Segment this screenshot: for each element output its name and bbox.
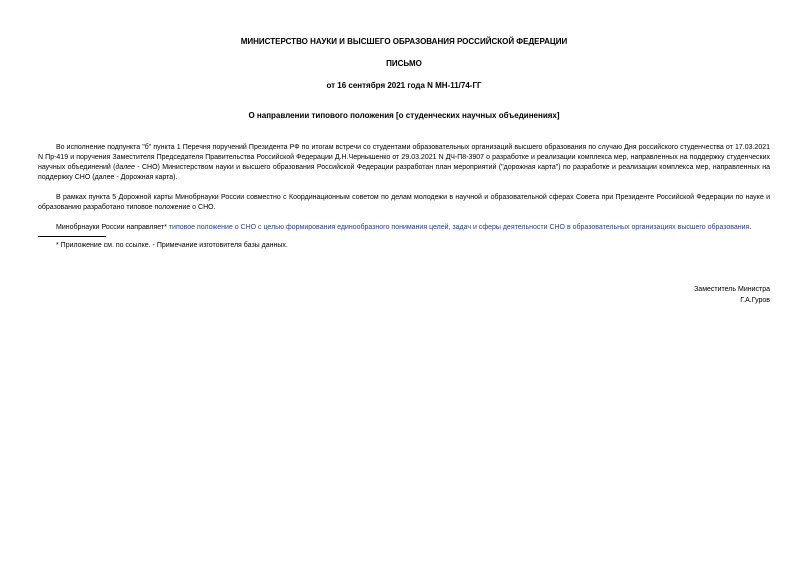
paragraph-1-part-b: - СНО) Министерством науки и высшего образования Российской Федерации разработан план мероприятий ("дорожная карта") по разработке и реализации комплекса мер, направленных на поддержку СНО (далее - Дорожная карта).: [38, 164, 770, 181]
document-type-heading: ПИСЬМО: [386, 59, 422, 68]
paragraph-1-part-a: Во исполнение подпункта "б" пункта 1 Перечня поручений Президента РФ по итогам встречи со студентами образовательных организаций высшего образования по случаю Дня российского студенчества от 17.03.2021 N Пр-419 и поручения Заместителя Председателя Правительства Российской Федерации Д.Н.Чернышенко от 29.03.2021 N ДЧ-П8-3907 о разработке и реализации комплекса мер, направленных на поддержку студенческих научных объединений (: [38, 144, 770, 171]
letter-body: [38, 143, 770, 233]
typical-regulation-link[interactable]: типовое положение о СНО с целью формирования единообразного понимания целей, задач и сферы деятельности СНО в образовательных организациях высшего образования: [168, 224, 750, 231]
subject-heading: О направлении типового положения [о студенческих научных объединениях]: [248, 111, 560, 120]
paragraph-3: [38, 223, 770, 233]
footnote-divider: [38, 236, 106, 237]
paragraph-3-suffix: .: [749, 224, 752, 231]
ministry-heading: МИНИСТЕРСТВО НАУКИ И ВЫСШЕГО ОБРАЗОВАНИЯ РОССИЙСКОЙ ФЕДЕРАЦИИ: [240, 37, 568, 46]
signature-block: [38, 284, 770, 306]
paragraph-1-italic: далее: [115, 164, 135, 171]
paragraph-1: [38, 143, 770, 183]
signatory-position: Заместитель Министра: [694, 286, 770, 293]
paragraph-3-prefix: Минобрнауки России направляет*: [56, 224, 169, 231]
footnote: * Приложение см. по ссылке. - Примечание изготовителя базы данных.: [56, 242, 288, 249]
date-number-heading: от 16 сентября 2021 года N МН-11/74-ГГ: [326, 81, 482, 90]
paragraph-2: В рамках пункта 5 Дорожной карты Минобрнауки России совместно с Координационным советом по делам молодежи в научной и образовательной сферах Совета при Президенте Российской Федерации по науке и образованию разработано типовое положение о СНО.: [38, 194, 770, 211]
signatory-name: Г.А.Гуров: [740, 297, 770, 304]
document-page: [38, 30, 770, 306]
